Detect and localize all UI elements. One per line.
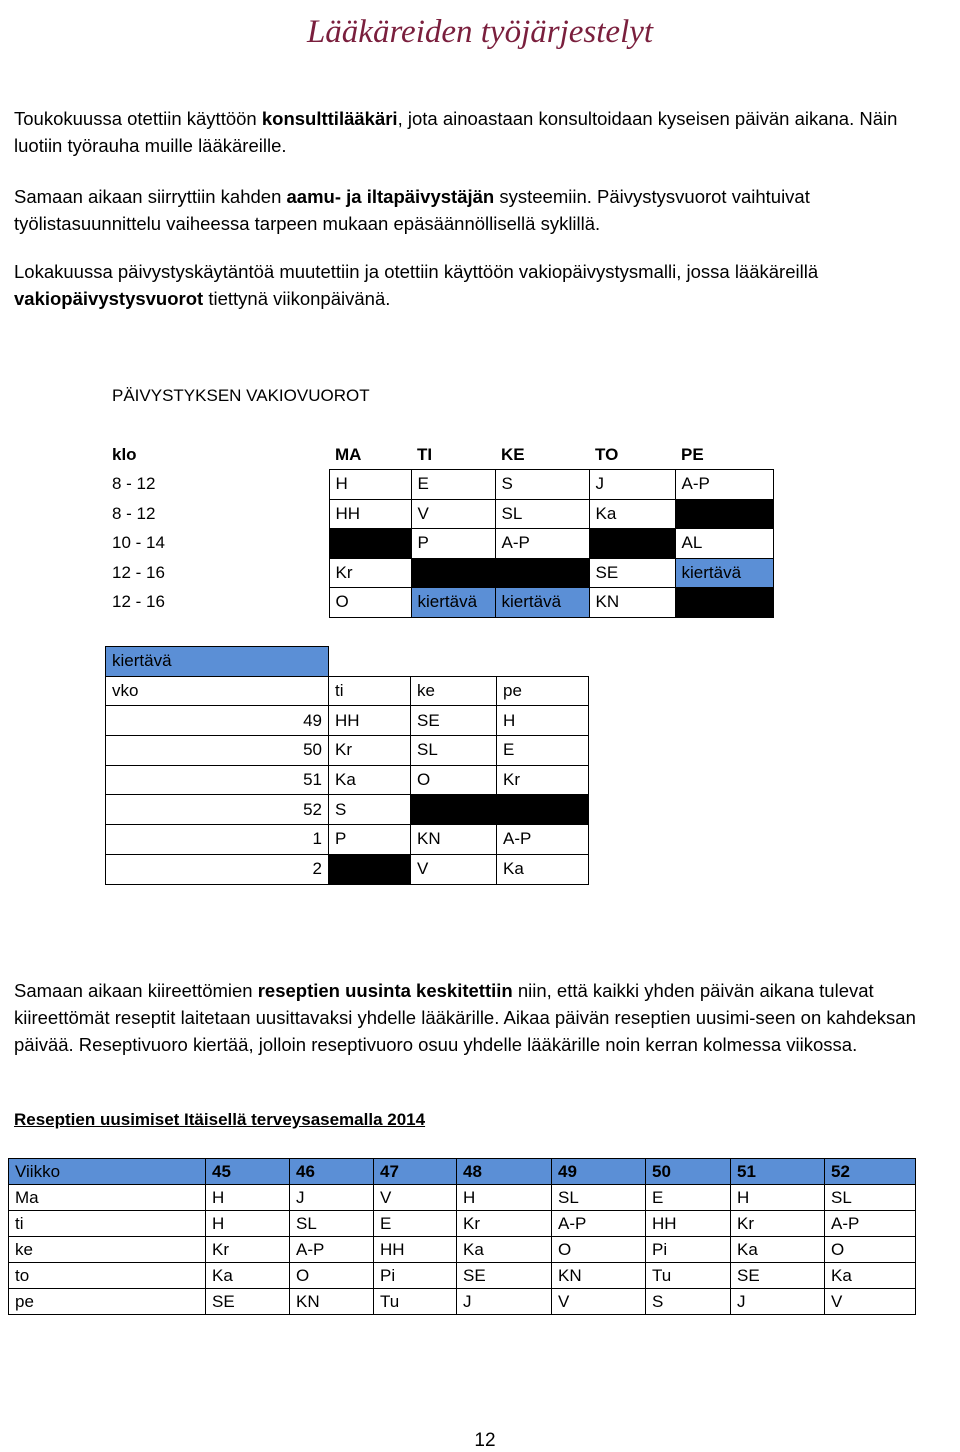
schedule-header-row xyxy=(106,440,773,470)
table-cell: S xyxy=(495,470,589,500)
table-row xyxy=(106,706,589,736)
table-cell: Kr xyxy=(497,765,589,795)
header-cell: PE xyxy=(681,444,704,464)
table-cell: KN xyxy=(589,588,675,618)
header-cell: Viikko xyxy=(9,1159,206,1185)
table-cell: H xyxy=(497,706,589,736)
table-cell: Kr xyxy=(329,736,411,766)
table-cell: SL xyxy=(495,499,589,529)
week-cell: 49 xyxy=(106,706,329,736)
table-cell: SE xyxy=(731,1263,825,1289)
week-cell: 2 xyxy=(106,854,329,884)
header-cell: pe xyxy=(497,676,589,706)
page-title: Lääkäreiden työjärjestelyt xyxy=(306,14,654,50)
paragraph-standard-model: Lokakuussa päivystyskäytäntöä muutettiin ja otettiin käyttöön vakiopäivystysmalli, jossa lääkäreillä vakiopäivystysvuorot tiettynä viikonpäivänä. xyxy=(14,261,819,309)
table-cell: SL xyxy=(552,1185,646,1211)
table-cell: Tu xyxy=(374,1289,457,1315)
table-cell: Pi xyxy=(374,1263,457,1289)
table-row xyxy=(106,529,773,559)
table-cell: SE xyxy=(457,1263,552,1289)
table-cell: H xyxy=(206,1211,290,1237)
table-cell: Kr xyxy=(457,1211,552,1237)
table-cell: H xyxy=(457,1185,552,1211)
table-cell: HH xyxy=(329,706,411,736)
table-cell: E xyxy=(646,1185,731,1211)
table-row xyxy=(106,558,773,588)
table-cell: V xyxy=(411,854,497,884)
table-cell: Ka xyxy=(329,765,411,795)
table-cell: P xyxy=(329,825,411,855)
paragraph-consultant: Toukokuussa otettiin käyttöön konsulttilääkäri, jota ainoastaan konsultoidaan kyseisen päivän aikana. Näin luotiin työrauha muille lääkäreille. xyxy=(14,108,898,156)
week-header-cell: 47 xyxy=(374,1159,457,1185)
table-cell: V xyxy=(411,499,495,529)
rotation-label-row xyxy=(106,647,589,677)
table-cell: O xyxy=(552,1237,646,1263)
renewals-title: Reseptien uusimiset Itäisellä terveysasemalla 2014 xyxy=(14,1110,426,1129)
table-cell: Ka xyxy=(731,1237,825,1263)
table-cell: J xyxy=(290,1185,374,1211)
table-row xyxy=(106,470,773,500)
rotating-cell: kiertävä xyxy=(411,588,495,618)
table-cell: A-P xyxy=(497,825,589,855)
table-cell: Ka xyxy=(457,1237,552,1263)
table-row xyxy=(106,736,589,766)
day-cell: ti xyxy=(9,1211,206,1237)
renewals-table xyxy=(8,1158,916,1315)
blocked-cell xyxy=(497,795,589,825)
table-cell: V xyxy=(552,1289,646,1315)
table-row xyxy=(106,795,589,825)
week-cell: 51 xyxy=(106,765,329,795)
table-cell: SE xyxy=(411,706,497,736)
rotation-label: kiertävä xyxy=(106,647,329,677)
day-cell: Ma xyxy=(9,1185,206,1211)
table-row xyxy=(9,1263,916,1289)
table-cell: J xyxy=(589,470,675,500)
table-cell: H xyxy=(206,1185,290,1211)
table-cell: KN xyxy=(290,1289,374,1315)
week-header-cell: 48 xyxy=(457,1159,552,1185)
time-cell: 12 - 16 xyxy=(112,592,165,612)
rotation-header-row xyxy=(106,676,589,706)
table-cell: H xyxy=(329,470,411,500)
table-cell: Ka xyxy=(206,1263,290,1289)
table-cell: S xyxy=(329,795,411,825)
table-cell: Ka xyxy=(825,1263,916,1289)
table-cell: V xyxy=(374,1185,457,1211)
table-row xyxy=(106,765,589,795)
day-cell: pe xyxy=(9,1289,206,1315)
table-cell: Kr xyxy=(731,1211,825,1237)
week-cell: 52 xyxy=(106,795,329,825)
blocked-cell xyxy=(675,499,773,529)
table-cell: H xyxy=(731,1185,825,1211)
header-cell: ke xyxy=(411,676,497,706)
table-cell: A-P xyxy=(495,529,589,559)
week-cell: 50 xyxy=(106,736,329,766)
page-number: 12 xyxy=(474,1430,496,1451)
rotation-table xyxy=(105,646,589,885)
renewals-header-row xyxy=(9,1159,916,1185)
table-row xyxy=(9,1185,916,1211)
time-cell: 12 - 16 xyxy=(112,562,165,582)
table-cell: KN xyxy=(552,1263,646,1289)
table-cell: S xyxy=(646,1289,731,1315)
table-cell: A-P xyxy=(290,1237,374,1263)
header-cell: TO xyxy=(595,444,619,464)
paragraph-shifts: Samaan aikaan siirryttiin kahden aamu- ja iltapäivystäjän systeemiin. Päivystysvuorot vaihtuivat työlistasuunnittelu vaiheessa tarpeen mukaan epäsäännöllisellä syklillä. xyxy=(14,186,810,234)
table-row xyxy=(9,1211,916,1237)
header-cell: ti xyxy=(329,676,411,706)
table-cell: E xyxy=(497,736,589,766)
schedule-title: PÄIVYSTYKSEN VAKIOVUOROT xyxy=(112,386,370,405)
table-cell: E xyxy=(374,1211,457,1237)
week-header-cell: 52 xyxy=(825,1159,916,1185)
header-cell: vko xyxy=(106,676,329,706)
table-cell: Tu xyxy=(646,1263,731,1289)
table-cell: A-P xyxy=(675,470,773,500)
table-cell: Ka xyxy=(497,854,589,884)
blocked-cell xyxy=(495,558,589,588)
table-cell: A-P xyxy=(552,1211,646,1237)
paragraph-prescriptions: Samaan aikaan kiireettömien reseptien uusinta keskitettiin niin, että kaikki yhden päivän aikana tulevat kiireettömät reseptit laitetaan uusittavaksi yhdelle lääkärille. Aikaa päivän reseptien uusimi-seen on kahdeksan päivää. Reseptivuoro kiertää, jolloin reseptivuoro osuu yhdelle lääkärille noin kerran kolmessa viikossa. xyxy=(14,980,916,1055)
table-row xyxy=(106,588,773,618)
header-cell: klo xyxy=(112,444,137,464)
table-cell: SL xyxy=(411,736,497,766)
table-cell: Ka xyxy=(589,499,675,529)
table-cell: KN xyxy=(411,825,497,855)
table-cell: O xyxy=(411,765,497,795)
table-cell: O xyxy=(290,1263,374,1289)
week-header-cell: 51 xyxy=(731,1159,825,1185)
table-cell: O xyxy=(329,588,411,618)
rotating-cell: kiertävä xyxy=(495,588,589,618)
header-cell: MA xyxy=(335,444,362,464)
table-cell: E xyxy=(411,470,495,500)
table-cell: A-P xyxy=(825,1211,916,1237)
table-cell: SL xyxy=(825,1185,916,1211)
table-cell: J xyxy=(457,1289,552,1315)
blocked-cell xyxy=(411,795,497,825)
blocked-cell xyxy=(675,588,773,618)
time-cell: 8 - 12 xyxy=(112,503,156,523)
week-header-cell: 46 xyxy=(290,1159,374,1185)
schedule-table xyxy=(106,440,774,618)
table-cell: O xyxy=(825,1237,916,1263)
header-cell: KE xyxy=(501,444,525,464)
week-cell: 1 xyxy=(106,825,329,855)
table-row xyxy=(9,1289,916,1315)
table-cell: HH xyxy=(646,1211,731,1237)
header-cell: TI xyxy=(417,444,433,464)
day-cell: to xyxy=(9,1263,206,1289)
table-cell: HH xyxy=(374,1237,457,1263)
blocked-cell xyxy=(411,558,495,588)
table-cell: AL xyxy=(675,529,773,559)
table-cell: SL xyxy=(290,1211,374,1237)
table-cell: P xyxy=(411,529,495,559)
table-row xyxy=(9,1237,916,1263)
rotating-cell: kiertävä xyxy=(675,558,773,588)
table-cell: SE xyxy=(206,1289,290,1315)
table-cell: SE xyxy=(589,558,675,588)
table-cell: V xyxy=(825,1289,916,1315)
blocked-cell xyxy=(589,529,675,559)
table-cell: Kr xyxy=(206,1237,290,1263)
blocked-cell xyxy=(329,529,411,559)
week-header-cell: 45 xyxy=(206,1159,290,1185)
table-row xyxy=(106,854,589,884)
week-header-cell: 49 xyxy=(552,1159,646,1185)
table-row xyxy=(106,825,589,855)
day-cell: ke xyxy=(9,1237,206,1263)
table-cell: Pi xyxy=(646,1237,731,1263)
table-row xyxy=(106,499,773,529)
blocked-cell xyxy=(329,854,411,884)
table-cell: J xyxy=(731,1289,825,1315)
time-cell: 10 - 14 xyxy=(112,533,165,553)
time-cell: 8 - 12 xyxy=(112,474,156,494)
week-header-cell: 50 xyxy=(646,1159,731,1185)
table-cell: HH xyxy=(329,499,411,529)
table-cell: Kr xyxy=(329,558,411,588)
